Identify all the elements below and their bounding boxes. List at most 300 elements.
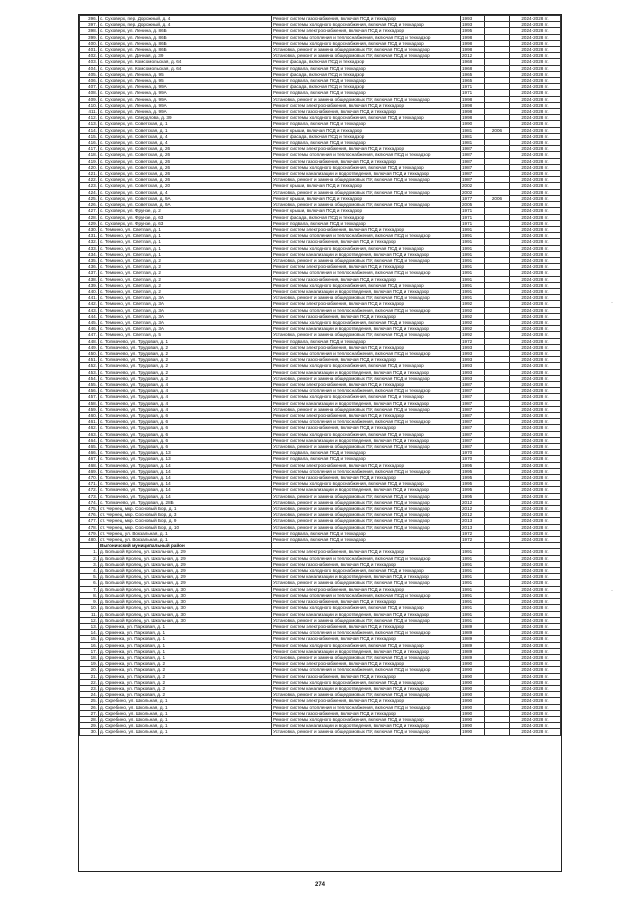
row-number: 421. [80, 171, 99, 177]
row-year: 1990 [461, 704, 485, 710]
row-address: с. Суховерх, ул. Ленина, д. 95 [99, 71, 272, 77]
row-year: 1990 [461, 698, 485, 704]
row-period: 2024-2028 гг. [510, 636, 561, 642]
row-address: с. Суховерх, ул. Ленина, д. 99А [99, 84, 272, 90]
row-address: с. Суховерх, ул. Свердлова, д. 39 [99, 115, 272, 121]
row-address: с. Темкино, ул. Светлая, д. 2 [99, 282, 272, 288]
row-year: 1991 [461, 605, 485, 611]
row-address: д. Орменка, ул. Парковая, д. 1 [99, 654, 272, 660]
row-year: 1991 [461, 555, 485, 561]
row-period: 2024-2028 гг. [510, 301, 561, 307]
row-address: с. Темкино, ул. Светлая, д. 1 [99, 251, 272, 257]
row-number: 10. [80, 605, 99, 611]
row-year: 1971 [461, 84, 485, 90]
row-work-type: Ремонт системы отопления и теплоснабжения, включая ПСД и техкадзор [272, 667, 461, 673]
row-period: 2024-2028 гг. [510, 648, 561, 654]
row-work-type: Ремонт подвала, включая ПСД и техкадзор [272, 450, 461, 456]
row-work-type: Ремонт системы отопления и теплоснабжения, включая ПСД и техкадзор [272, 307, 461, 313]
row-number: 409. [80, 96, 99, 102]
row-year: 1990 [461, 679, 485, 685]
row-work-type: Ремонт подвала, включая ПСД и техкадзор [272, 338, 461, 344]
row-work-type: Ремонт системы холодного водоснабжения, включая ПСД и техкадзор [272, 716, 461, 722]
row-number: 473. [80, 493, 99, 499]
row-year: 1991 [461, 549, 485, 555]
row-work-type: Ремонт системы холодного водоснабжения, включая ПСД и техкадзор [272, 245, 461, 251]
row-year: 1991 [461, 257, 485, 263]
row-year: 1968 [461, 59, 485, 65]
row-year: 1993 [461, 16, 485, 22]
row-work-type: Ремонт подвала, включая ПСД и техкадзор [272, 65, 461, 71]
row-period: 2024-2028 гг. [510, 270, 561, 276]
row-work-type: Ремонт систем электроснабжения, включая ПСД и техкадзор [272, 301, 461, 307]
row-address: с. Суховерх, ул. Советская, д. 26 [99, 171, 272, 177]
row-number: 445. [80, 319, 99, 325]
row-year: 1990 [461, 710, 485, 716]
row-period: 2024-2028 гг. [510, 437, 561, 443]
row-number: 465. [80, 444, 99, 450]
row-address: с. Толмачево, ул. Трудовая, д. 14 [99, 481, 272, 487]
row-address: с. Темкино, ул. Светлая, д. 3А [99, 319, 272, 325]
row-number: 469. [80, 468, 99, 474]
row-period: 2024-2028 гг. [510, 499, 561, 505]
row-number: 456. [80, 388, 99, 394]
row-address: с. Суховерх, пер. Дорожный, д. 4 [99, 16, 272, 22]
row-year: 1981 [461, 140, 485, 146]
row-period: 2024-2028 гг. [510, 400, 561, 406]
row-number: 9. [80, 599, 99, 605]
row-address: д. Орменка, ул. Парковая, д. 1 [99, 630, 272, 636]
row-period: 2024-2028 гг. [510, 233, 561, 239]
row-address: д. Скребино, ул. Школьная, д. 1 [99, 716, 272, 722]
row-work-type: Ремонт системы холодного водоснабжения, включая ПСД и техкадзор [272, 363, 461, 369]
row-number: 404. [80, 65, 99, 71]
row-work-type: Ремонт системы отопления и теплоснабжения, включая ПСД и техкадзор [272, 270, 461, 276]
row-number: 30. [80, 729, 99, 735]
row-work-type: Установка, ремонт и замена общедомовых ПУ, включая ПСД и техкадзор [272, 96, 461, 102]
row-year: 2012 [461, 53, 485, 59]
row-address: с. Толмачево, ул. Трудовая, д. 14 [99, 475, 272, 481]
row-period: 2024-2028 гг. [510, 394, 561, 400]
row-year: 1993 [461, 357, 485, 363]
row-year: 2002 [461, 183, 485, 189]
row-number: 402. [80, 53, 99, 59]
row-period: 2024-2028 гг. [510, 561, 561, 567]
row-period: 2024-2028 гг. [510, 183, 561, 189]
row-work-type: Ремонт системы холодного водоснабжения, включая ПСД и техкадзор [272, 115, 461, 121]
row-number: 400. [80, 40, 99, 46]
row-period: 2024-2028 гг. [510, 276, 561, 282]
row-period: 2024-2028 гг. [510, 487, 561, 493]
row-address: с. Темкино, ул. Светлая, д. 2 [99, 276, 272, 282]
row-address: с. Суховерх, ул. Советская, д. 20 [99, 183, 272, 189]
row-address: д. Орменка, ул. Парковая, д. 2 [99, 679, 272, 685]
row-period: 2024-2028 гг. [510, 40, 561, 46]
row-period: 2024-2028 гг. [510, 189, 561, 195]
row-number: 399. [80, 34, 99, 40]
row-year: 1968 [461, 65, 485, 71]
row-year: 1987 [461, 437, 485, 443]
row-work-type: Ремонт систем канализации и водоотведения, включая ПСД и техкадзор [272, 326, 461, 332]
row-address: д. Орменка, ул. Парковая, д. 1 [99, 636, 272, 642]
row-year: 1981 [461, 127, 485, 133]
row-number: 422. [80, 177, 99, 183]
row-work-type: Ремонт подвала, включая ПСД и техкадзор [272, 121, 461, 127]
row-number: 18. [80, 654, 99, 660]
row-address: д. Большой Кролец, ул. Школьная, д. 29 [99, 561, 272, 567]
row-number: 431. [80, 233, 99, 239]
row-period: 2024-2028 гг. [510, 22, 561, 28]
row-number: 461. [80, 419, 99, 425]
row-period: 2024-2028 гг. [510, 592, 561, 598]
row-address: с. Суховерх, пер. Дорожный, д. 4 [99, 22, 272, 28]
row-address: с. Толмачево, ул. Трудовая, д. 13 [99, 450, 272, 456]
row-year: 1992 [461, 332, 485, 338]
row-year: 1972 [461, 537, 485, 543]
row-work-type: Ремонт системы отопления и теплоснабжения, включая ПСД и техкадзор [272, 419, 461, 425]
row-period: 2024-2028 гг. [510, 710, 561, 716]
row-year: 1989 [461, 648, 485, 654]
row-period: 2024-2028 гг. [510, 332, 561, 338]
row-number: 474. [80, 499, 99, 505]
row-number: 462. [80, 425, 99, 431]
row-period: 2024-2028 гг. [510, 251, 561, 257]
row-year: 1990 [461, 121, 485, 127]
row-period: 2024-2028 гг. [510, 369, 561, 375]
row-number: 477. [80, 518, 99, 524]
row-period: 2024-2028 гг. [510, 71, 561, 77]
row-year: 1987 [461, 146, 485, 152]
row-number: 433. [80, 245, 99, 251]
edge-mark: · [611, 300, 613, 306]
row-address: д. Скребино, ул. Школьная, д. 1 [99, 723, 272, 729]
row-work-type: Ремонт фасада, включая ПСД и техкадзор [272, 133, 461, 139]
row-address: д. Большой Кролец, ул. Школьная, д. 30 [99, 605, 272, 611]
row-period: 2024-2028 гг. [510, 388, 561, 394]
row-number: 457. [80, 394, 99, 400]
row-address: с. Толмачево, ул. Трудовая, д. 2 [99, 350, 272, 356]
row-work-type: Ремонт систем электроснабжения, включая ПСД и техкадзор [272, 264, 461, 270]
row-work-type: Ремонт системы отопления и теплоснабжения, включая ПСД и техкадзор [272, 152, 461, 158]
row-work-type: Ремонт систем канализации и водоотведения, включая ПСД и техкадзор [272, 611, 461, 617]
row-period: 2024-2028 гг. [510, 716, 561, 722]
row-number: 451. [80, 357, 99, 363]
row-year: 1990 [461, 673, 485, 679]
row-number: 460. [80, 413, 99, 419]
row-number: 20. [80, 667, 99, 673]
row-period: 2024-2028 гг. [510, 406, 561, 412]
row-period: 2024-2028 гг. [510, 518, 561, 524]
row-year: 1995 [461, 487, 485, 493]
row-year: 1987 [461, 431, 485, 437]
row-year: 1977 [461, 195, 485, 201]
row-period: 2024-2028 гг. [510, 214, 561, 220]
row-number: 8. [80, 592, 99, 598]
row-period: 2024-2028 гг. [510, 357, 561, 363]
row-year: 1970 [461, 450, 485, 456]
row-year: 1992 [461, 326, 485, 332]
row-period: 2024-2028 гг. [510, 158, 561, 164]
row-work-type: Ремонт системы отопления и теплоснабжения, включая ПСД и техкадзор [272, 704, 461, 710]
row-address: с. Толмачево, ул. Трудовая, д. 6 [99, 425, 272, 431]
row-number: 454. [80, 375, 99, 381]
row-address: с. Толмачево, ул. Трудовая, д. 4 [99, 406, 272, 412]
row-number: 438. [80, 276, 99, 282]
row-year: 2002 [461, 189, 485, 195]
row-address: д. Орменка, ул. Парковая, д. 2 [99, 673, 272, 679]
row-year: 1992 [461, 307, 485, 313]
row-number: 2. [80, 555, 99, 561]
row-number: 466. [80, 450, 99, 456]
row-period: 2024-2028 гг. [510, 580, 561, 586]
row-work-type: Установка, ремонт и замена общедомовых ПУ, включая ПСД и техкадзор [272, 444, 461, 450]
row-address: с. Толмачево, ул. Трудовая, д. 6 [99, 437, 272, 443]
row-number: 459. [80, 406, 99, 412]
row-period: 2024-2028 гг. [510, 202, 561, 208]
row-address: с. Суховерх, ул. Ленина, д. 99А [99, 102, 272, 108]
row-period: 2024-2028 гг. [510, 673, 561, 679]
row-work-type: Ремонт систем газоснабжения, включая ПСД и техкадзор [272, 710, 461, 716]
row-year: 1995 [461, 28, 485, 34]
row-work-type: Ремонт систем электроснабжения, включая ПСД и техкадзор [272, 698, 461, 704]
row-number: 411. [80, 109, 99, 115]
row-work-type: Ремонт системы отопления и теплоснабжения, включая ПСД и техкадзор [272, 630, 461, 636]
row-work-type: Ремонт систем газоснабжения, включая ПСД и техкадзор [272, 673, 461, 679]
row-address: ст. Чернец, мкр. Сосновый Бор, д. 10 [99, 524, 272, 530]
row-year: 1998 [461, 109, 485, 115]
row-number: 406. [80, 78, 99, 84]
page-number: 274 [314, 882, 325, 888]
row-work-type: Установка, ремонт и замена общедомовых ПУ, включая ПСД и техкадзор [272, 202, 461, 208]
row-work-type: Ремонт подвала, включая ПСД и техкадзор [272, 530, 461, 536]
row-number: 408. [80, 90, 99, 96]
row-work-type: Ремонт систем газоснабжения, включая ПСД и техкадзор [272, 313, 461, 319]
row-period: 2024-2028 гг. [510, 326, 561, 332]
row-number: 448. [80, 338, 99, 344]
row-period: 2024-2028 гг. [510, 208, 561, 214]
row-number: 412. [80, 115, 99, 121]
row-work-type: Ремонт подвала, включая ПСД и техкадзор [272, 456, 461, 462]
row-period: 2024-2028 гг. [510, 512, 561, 518]
row-year: 1991 [461, 586, 485, 592]
row-address: д. Большой Кролец, ул. Школьная, д. 30 [99, 592, 272, 598]
row-year: 1987 [461, 425, 485, 431]
row-number: 419. [80, 158, 99, 164]
row-address: с. Суховерх, ул. Советская, д. 1 [99, 127, 272, 133]
row-address: д. Орменка, ул. Парковая, д. 2 [99, 685, 272, 691]
row-work-type: Установка, ремонт и замена общедомовых ПУ, включая ПСД и техкадзор [272, 177, 461, 183]
row-period: 2024-2028 гг. [510, 617, 561, 623]
row-year: 1987 [461, 419, 485, 425]
row-work-type: Ремонт системы отопления и теплоснабжения, включая ПСД и техкадзор [272, 555, 461, 561]
row-number: 443. [80, 307, 99, 313]
row-year: 1991 [461, 592, 485, 598]
row-address: с. Суховерх, ул. Советская, д. 26 [99, 146, 272, 152]
row-number: 6. [80, 580, 99, 586]
row-work-type: Ремонт систем газоснабжения, включая ПСД и техкадзор [272, 276, 461, 282]
row-period: 2024-2028 гг. [510, 667, 561, 673]
row-period: 2024-2028 гг. [510, 419, 561, 425]
row-address: ст. Чернец, мкр. Сосновый Бор, д. 1 [99, 506, 272, 512]
row-address: с. Суховерх, ул. Комсомольская, д. 64 [99, 65, 272, 71]
row-number: 437. [80, 270, 99, 276]
row-year: 1991 [461, 295, 485, 301]
row-number: 480. [80, 537, 99, 543]
row-address: с. Толмачево, ул. Трудовая, д. 2 [99, 375, 272, 381]
row-number: 416. [80, 140, 99, 146]
row-work-type: Ремонт систем канализации и водоотведения, включая ПСД и техкадзор [272, 251, 461, 257]
row-period: 2024-2028 гг. [510, 704, 561, 710]
row-period: 2024-2028 гг. [510, 605, 561, 611]
row-address: с. Суховерх, ул. Советская, д. 26 [99, 177, 272, 183]
row-year: 1993 [461, 363, 485, 369]
row-work-type: Ремонт фасада, включая ПСД и техкадзор [272, 84, 461, 90]
row-address: с. Толмачево, ул. Трудовая, д. 6 [99, 413, 272, 419]
row-period: 2024-2028 гг. [510, 59, 561, 65]
row-number: 467. [80, 456, 99, 462]
row-number: 414. [80, 127, 99, 133]
row-work-type: Ремонт системы холодного водоснабжения, включая ПСД и техкадзор [272, 481, 461, 487]
row-number: 23. [80, 685, 99, 691]
row-year: 1995 [461, 493, 485, 499]
row-year: 1992 [461, 313, 485, 319]
row-year: 1995 [461, 481, 485, 487]
row-address: с. Суховерх, ул. Ленина, д. 86Б [99, 34, 272, 40]
schedule-table [79, 15, 561, 736]
row-address: д. Большой Кролец, ул. Школьная, д. 29 [99, 580, 272, 586]
row-period: 2024-2028 гг. [510, 698, 561, 704]
row-period: 2024-2028 гг. [510, 338, 561, 344]
row-period: 2024-2028 гг. [510, 450, 561, 456]
row-work-type: Ремонт системы отопления и теплоснабжения, включая ПСД и техкадзор [272, 592, 461, 598]
row-period: 2024-2028 гг. [510, 226, 561, 232]
row-year: 1998 [461, 34, 485, 40]
row-period: 2024-2028 гг. [510, 642, 561, 648]
row-address: с. Суховерх, ул. Фрунзе, д. 63 [99, 220, 272, 226]
row-number: 423. [80, 183, 99, 189]
row-address: с. Толмачево, ул. Трудовая, д. 28Б [99, 499, 272, 505]
row-year: 1989 [461, 654, 485, 660]
row-work-type: Ремонт системы холодного водоснабжения, включая ПСД и техкадзор [272, 164, 461, 170]
row-period: 2024-2028 гг. [510, 109, 561, 115]
row-number: 29. [80, 723, 99, 729]
row-work-type: Ремонт систем газоснабжения, включая ПСД и техкадзор [272, 109, 461, 115]
row-address: ст. Чернец, ул. Вокзальная, д. 1 [99, 530, 272, 536]
row-repair-year: 2006 [485, 127, 510, 133]
row-year: 1991 [461, 282, 485, 288]
row-period: 2024-2028 гг. [510, 630, 561, 636]
row-year: 1991 [461, 568, 485, 574]
row-number: 478. [80, 524, 99, 530]
row-year: 1993 [461, 344, 485, 350]
row-period: 2024-2028 гг. [510, 53, 561, 59]
row-work-type: Установка, ремонт и замена общедомовых ПУ, включая ПСД и техкадзор [272, 654, 461, 660]
row-number: 15. [80, 636, 99, 642]
row-period: 2024-2028 гг. [510, 16, 561, 22]
row-year: 1987 [461, 444, 485, 450]
row-period: 2024-2028 гг. [510, 586, 561, 592]
row-year: 1991 [461, 239, 485, 245]
row-period: 2024-2028 гг. [510, 121, 561, 127]
row-period: 2024-2028 гг. [510, 152, 561, 158]
row-number: 1. [80, 549, 99, 555]
row-work-type: Ремонт подвала, включая ПСД и техкадзор [272, 140, 461, 146]
row-period: 2024-2028 гг. [510, 623, 561, 629]
row-address: с. Суховерх, ул. Советская, д. 4 [99, 189, 272, 195]
row-year: 1993 [461, 22, 485, 28]
row-period: 2024-2028 гг. [510, 282, 561, 288]
row-work-type: Ремонт систем электроснабжения, включая ПСД и техкадзор [272, 462, 461, 468]
row-number: 476. [80, 512, 99, 518]
row-address: с. Суховерх, ул. Советская, д. 4 [99, 140, 272, 146]
row-period: 2024-2028 гг. [510, 481, 561, 487]
row-period: 2024-2028 гг. [510, 350, 561, 356]
row-work-type: Установка, ремонт и замена общедомовых ПУ, включая ПСД и техкадзор [272, 406, 461, 412]
row-address: с. Темкино, ул. Светлая, д. 1 [99, 226, 272, 232]
row-work-type: Установка, ремонт и замена общедомовых ПУ, включая ПСД и техкадзор [272, 617, 461, 623]
row-work-type: Установка, ремонт и замена общедомовых ПУ, включая ПСД и техкадзор [272, 189, 461, 195]
row-number: 27. [80, 710, 99, 716]
row-year: 1991 [461, 276, 485, 282]
row-number: 427. [80, 208, 99, 214]
row-year: 1992 [461, 319, 485, 325]
row-period: 2024-2028 гг. [510, 28, 561, 34]
row-period: 2024-2028 гг. [510, 462, 561, 468]
row-period: 2024-2028 гг. [510, 245, 561, 251]
row-repair-year: 2006 [485, 195, 510, 201]
row-year: 1971 [461, 208, 485, 214]
row-year: 1987 [461, 413, 485, 419]
row-number: 428. [80, 214, 99, 220]
row-period: 2024-2028 гг. [510, 611, 561, 617]
row-period: 2024-2028 гг. [510, 444, 561, 450]
row-address: Выгоничский муниципальный район [99, 543, 272, 549]
row-year: 1971 [461, 220, 485, 226]
row-address: д. Большой Кролец, ул. Школьная, д. 30 [99, 586, 272, 592]
row-number: 25. [80, 698, 99, 704]
row-year: 1998 [461, 47, 485, 53]
row-address: с. Толмачево, ул. Трудовая, д. 14 [99, 493, 272, 499]
row-address: с. Толмачево, ул. Трудовая, д. 4 [99, 400, 272, 406]
row-work-type: Ремонт системы холодного водоснабжения, включая ПСД и техкадзор [272, 40, 461, 46]
row-work-type: Ремонт систем канализации и водоотведения, включая ПСД и техкадзор [272, 685, 461, 691]
row-number: 434. [80, 251, 99, 257]
row-address: с. Суховерх, ул. Ленина, д. 99А [99, 90, 272, 96]
row-year: 1993 [461, 350, 485, 356]
row-work-type: Ремонт систем канализации и водоотведения, включая ПСД и техкадзор [272, 369, 461, 375]
row-address: с. Суховерх, ул. Ленина, д. 99А [99, 96, 272, 102]
row-work-type: Установка, ремонт и замена общедомовых ПУ, включая ПСД и техкадзор [272, 729, 461, 735]
row-work-type: Ремонт системы холодного водоснабжения, включая ПСД и техкадзор [272, 642, 461, 648]
row-work-type: Ремонт систем канализации и водоотведения, включая ПСД и техкадзор [272, 648, 461, 654]
row-work-type: Установка, ремонт и замена общедомовых ПУ, включая ПСД и техкадзор [272, 506, 461, 512]
row-work-type: Ремонт системы отопления и теплоснабжения, включая ПСД и техкадзор [272, 468, 461, 474]
row-year: 1987 [461, 388, 485, 394]
row-number: 450. [80, 350, 99, 356]
row-address: д. Большой Кролец, ул. Школьная, д. 29 [99, 549, 272, 555]
row-number: 19. [80, 661, 99, 667]
row-address: с. Суховерх, ул. Советская, д. 1 [99, 121, 272, 127]
row-number: 426. [80, 202, 99, 208]
row-work-type: Ремонт фасада, включая ПСД и техкадзор [272, 71, 461, 77]
row-number: 417. [80, 146, 99, 152]
row-address: д. Большой Кролец, ул. Школьная, д. 29 [99, 574, 272, 580]
row-work-type: Ремонт крыши, включая ПСД и техкадзор [272, 208, 461, 214]
row-number: 14. [80, 630, 99, 636]
row-work-type: Ремонт крыши, включая ПСД и техкадзор [272, 195, 461, 201]
row-work-type: Ремонт систем газоснабжения, включая ПСД и техкадзор [272, 636, 461, 642]
row-period: 2024-2028 гг. [510, 729, 561, 735]
row-work-type: Ремонт подвала, включая ПСД и техкадзор [272, 90, 461, 96]
